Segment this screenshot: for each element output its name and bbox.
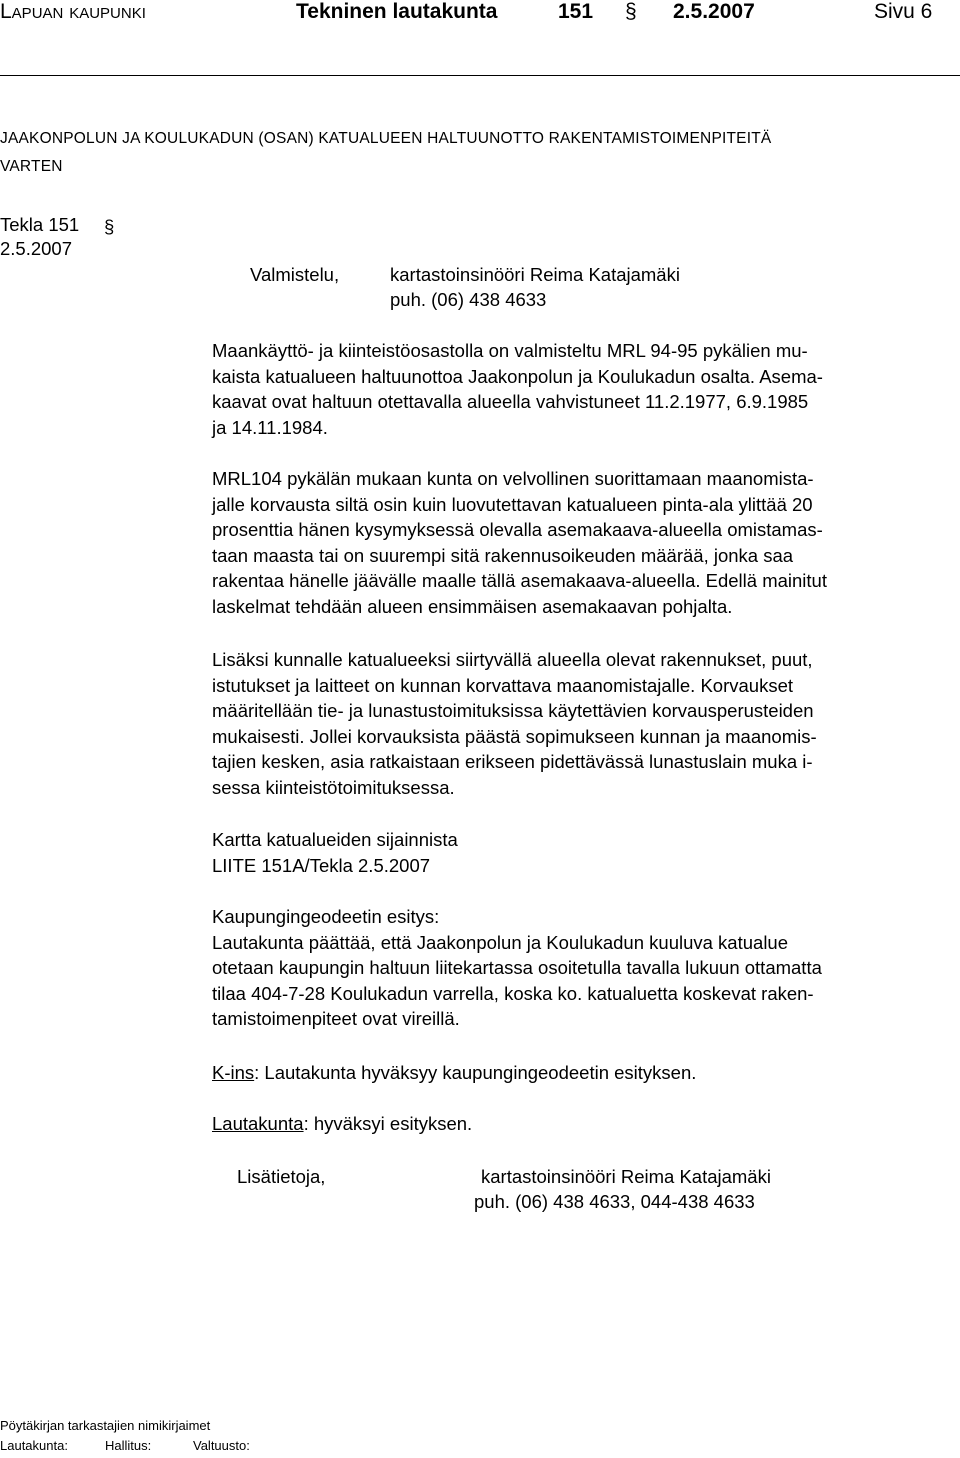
footer-lautakunta: Lautakunta:	[0, 1438, 68, 1453]
text-line: laskelmat tehdään alueen ensimmäisen asemakaavan pohjalta.	[212, 595, 733, 617]
proposal-heading: Kaupungingeodeetin esitys:	[212, 906, 440, 927]
page-title: JAAKONPOLUN JA KOULUKADUN (OSAN) KATUALUEEN HALTUUNOTTO RAKENTAMISTOIMENPITEITÄ	[0, 130, 772, 147]
footer-initials-label: Pöytäkirjan tarkastajien nimikirjaimet	[0, 1418, 211, 1433]
text-line: LIITE 151A/Tekla 2.5.2007	[212, 854, 431, 876]
text-line: tamistoimenpiteet ovat vireillä.	[212, 1008, 460, 1030]
text-line: määritellään tie- ja lunastustoimituksissa käytettävien korvausperusteiden	[212, 700, 814, 722]
paragraph-compensation	[212, 647, 956, 801]
reference-date: 2.5.2007	[0, 238, 73, 259]
contact-name: kartastoinsinööri Reima Katajamäki	[481, 1166, 771, 1187]
text-line: prosenttia hänen kysymyksessä olevalla asemakaava-alueella omistamas-	[212, 519, 823, 541]
contact-label: Lisätietoja,	[237, 1166, 326, 1187]
header-org: Lapuan kaupunki	[0, 0, 146, 23]
board-decision	[212, 1111, 472, 1136]
text-line: Kartta katualueiden sijainnista	[212, 829, 458, 850]
text-line: ja 14.11.1984.	[212, 416, 328, 438]
reference-line: Tekla 151	[0, 214, 80, 235]
header-section-number: 151	[558, 0, 594, 23]
text-line: sessa kiinteistötoimituksessa.	[212, 776, 455, 798]
footer-hallitus: Hallitus:	[105, 1438, 152, 1453]
preparer-phone: puh. (06) 438 4633	[390, 289, 547, 310]
board-text: : hyväksyi esityksen.	[303, 1113, 473, 1134]
text-line: jalle korvausta siltä osin kuin luovutettavan katualueen pinta-ala ylittää 20	[212, 493, 813, 515]
kins-label: K-ins	[212, 1062, 255, 1083]
kins-text: : Lautakunta hyväksyy kaupungingeodeetin esityksen.	[254, 1062, 697, 1083]
header-page: Sivu 6	[874, 0, 933, 23]
page-title-cont: VARTEN	[0, 158, 63, 175]
paragraph-attachment	[212, 827, 956, 878]
text-line: kaista katualueen haltuunottoa Jaakonpolun ja Koulukadun osalta. Asema-	[212, 365, 823, 387]
text-line: Lautakunta päättää, että Jaakonpolun ja Koulukadun kuuluva katualue	[212, 931, 789, 953]
paragraph-background	[212, 338, 956, 440]
kins-decision	[212, 1060, 696, 1085]
paragraph-law	[212, 466, 956, 620]
board-label: Lautakunta	[212, 1113, 304, 1134]
text-line: Lisäksi kunnalle katualueeksi siirtyvällä alueella olevat rakennukset, puut,	[212, 649, 813, 670]
text-line: otetaan kaupungin haltuun liitekartassa osoitetulla tavalla lukuun ottamatta	[212, 957, 822, 979]
reference-section-symbol: §	[104, 216, 115, 237]
header-board: Tekninen lautakunta	[296, 0, 498, 23]
text-line: istutukset ja laitteet on kunnan korvattava maanomistajalle. Korvaukset	[212, 674, 794, 696]
text-line: Maankäyttö- ja kiinteistöosastolla on valmisteltu MRL 94-95 pykälien mu-	[212, 340, 808, 361]
header-date: 2.5.2007	[673, 0, 755, 23]
header-rule	[0, 75, 960, 76]
section-symbol: §	[625, 0, 637, 23]
text-line: tilaa 404-7-28 Koulukadun varrella, koska ko. katualuetta koskevat raken-	[212, 982, 814, 1004]
contact-phone: puh. (06) 438 4633, 044-438 4633	[474, 1191, 755, 1212]
text-line: tajien kesken, asia ratkaistaan erikseen pidettävässä lunastuslain muka i-	[212, 751, 813, 773]
text-line: rakentaa hänelle jäävälle maalle tällä asemakaava-alueella. Edellä mainitut	[212, 570, 827, 592]
preparation-label: Valmistelu,	[250, 264, 340, 285]
text-line: kaavat ovat haltuun otettavalla alueella vahvistuneet 11.2.1977, 6.9.1985	[212, 391, 809, 413]
text-line: MRL104 pykälän mukaan kunta on velvollinen suorittamaan maanomista-	[212, 468, 814, 489]
preparer-name: kartastoinsinööri Reima Katajamäki	[390, 264, 680, 285]
text-line: taan maasta tai on suurempi sitä rakennusoikeuden määrää, jonka saa	[212, 544, 794, 566]
paragraph-proposal	[212, 904, 956, 1032]
footer-valtuusto: Valtuusto:	[193, 1438, 250, 1453]
text-line: mukaisesti. Jollei korvauksista päästä sopimukseen kunnan ja maanomis-	[212, 725, 817, 747]
